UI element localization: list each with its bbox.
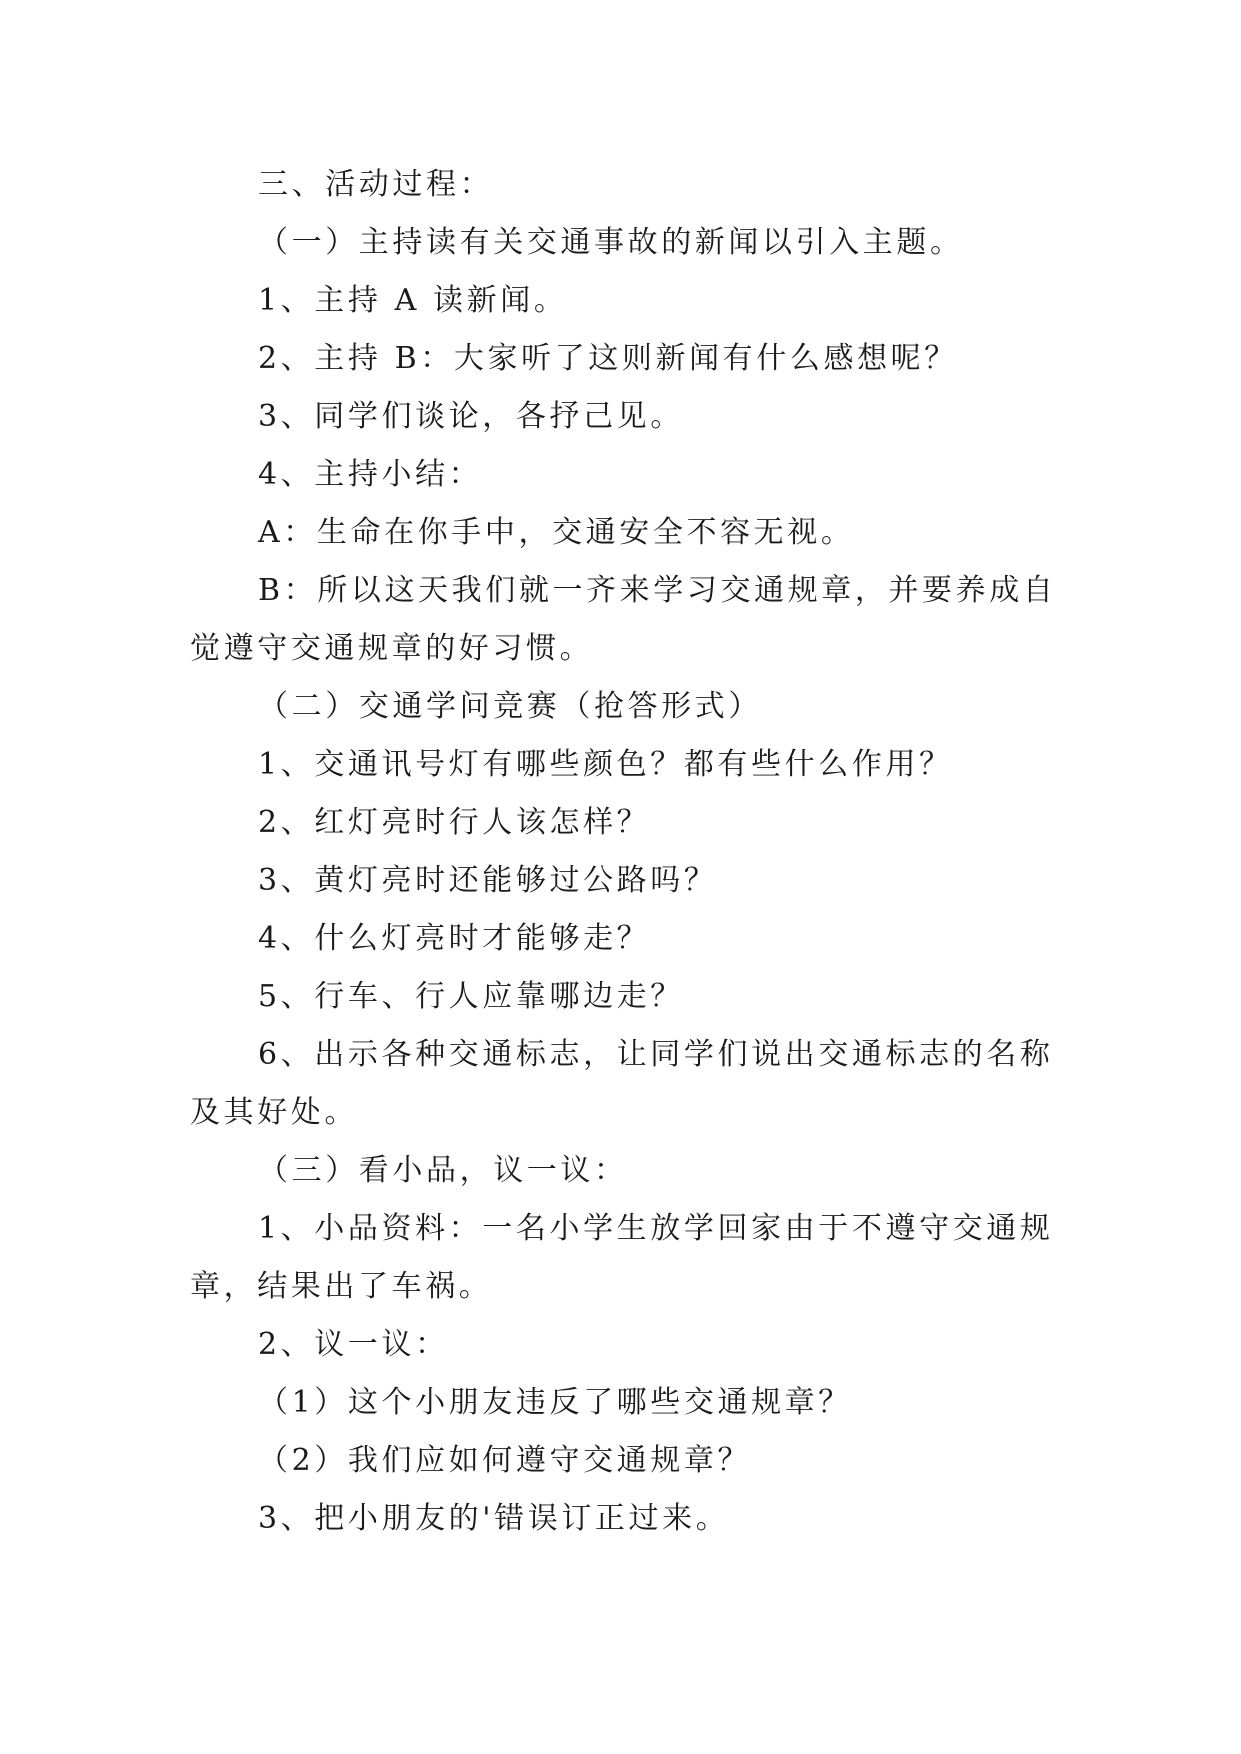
subsection-heading: （二）交通学问竞赛（抢答形式） (258, 689, 762, 724)
text-line: （2）我们应如何遵守交通规章？ (258, 1443, 752, 1478)
text-line: A：生命在你手中，交通安全不容无视。 (258, 515, 855, 550)
text-line: 4、主持小结： (258, 457, 483, 492)
text-line: 3、黄灯亮时还能够过公路吗？ (258, 863, 718, 898)
section-heading: 三、活动过程： (258, 167, 494, 202)
text-line: 1、交通讯号灯有哪些颜色？都有些什么作用？ (258, 747, 953, 782)
text-line: 6、出示各种交通标志，让同学们说出交通标志的名称 (258, 1037, 1054, 1072)
text-line: 3、把小朋友的'错误订正过来。 (258, 1501, 730, 1536)
text-line: 2、主持 B：大家听了这则新闻有什么感想呢？ (258, 341, 958, 376)
text-line: 3、同学们谈论，各抒己见。 (258, 399, 684, 434)
text-line: 觉遵守交通规章的好习惯。 (190, 631, 594, 666)
text-line: B：所以这天我们就一齐来学习交通规章，并要养成自 (258, 573, 1057, 608)
text-line: 2、议一议： (258, 1327, 449, 1362)
subsection-heading: （三）看小品，议一议： (258, 1153, 628, 1188)
text-line: 1、小品资料：一名小学生放学回家由于不遵守交通规 (258, 1211, 1054, 1246)
text-line: 2、红灯亮时行人该怎样？ (258, 805, 651, 840)
text-line: 4、什么灯亮时才能够走？ (258, 921, 651, 956)
text-line: 5、行车、行人应靠哪边走？ (258, 979, 684, 1014)
subsection-heading: （一）主持读有关交通事故的新闻以引入主题。 (258, 225, 964, 260)
text-line: 及其好处。 (190, 1095, 358, 1130)
text-line: （1）这个小朋友违反了哪些交通规章？ (258, 1385, 852, 1420)
text-line: 1、主持 A 读新闻。 (258, 283, 568, 318)
text-line: 章，结果出了车祸。 (190, 1269, 493, 1304)
